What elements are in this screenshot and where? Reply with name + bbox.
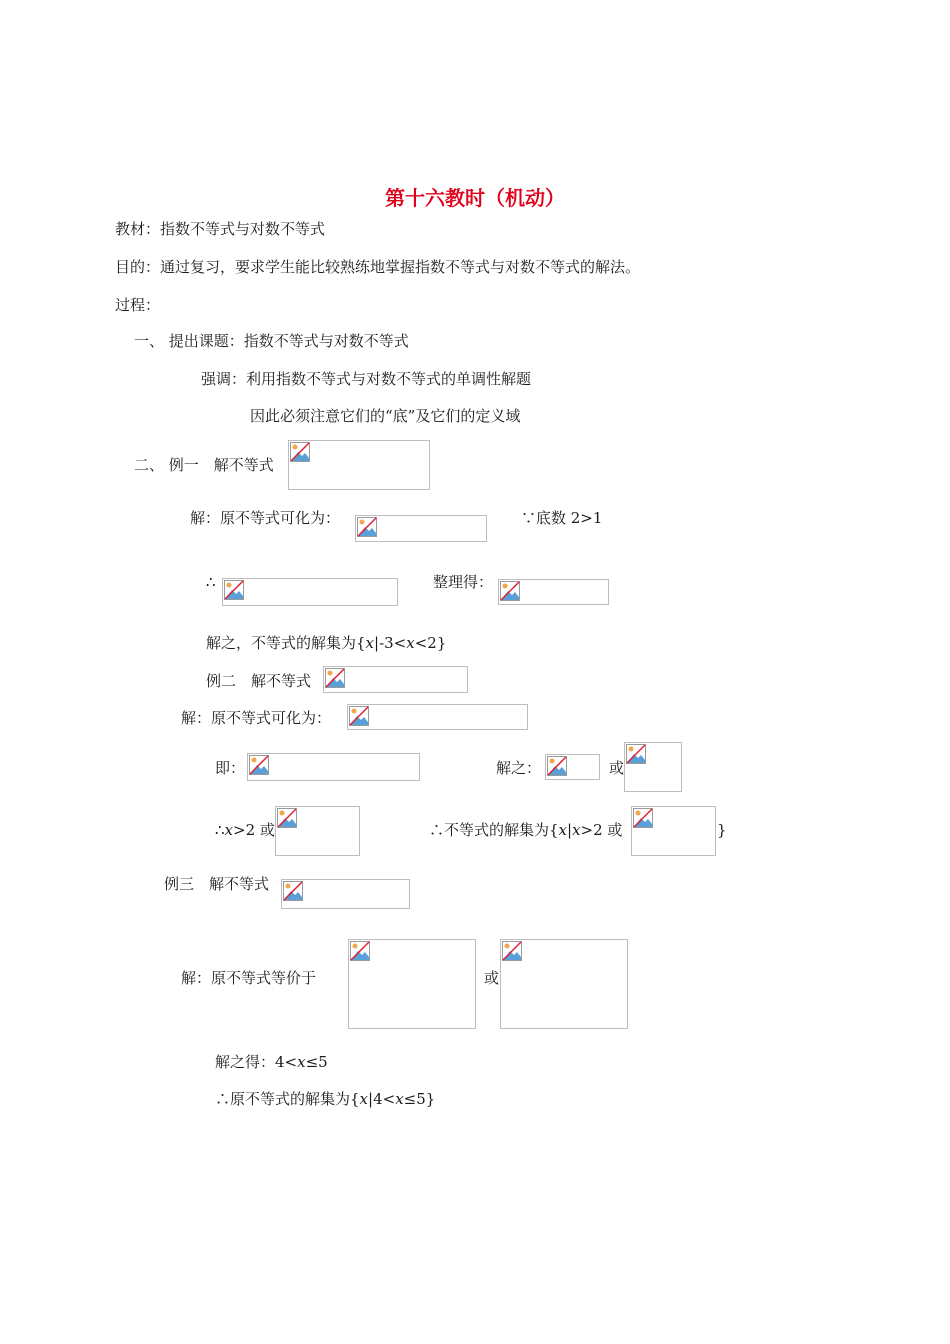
base-condition: ∵底数 2>1 [521, 509, 603, 527]
solve-label: 解之： [496, 759, 542, 777]
broken-image-icon [224, 580, 244, 600]
emphasis-line: 强调：利用指数不等式与对数不等式的单调性解题 [201, 370, 532, 388]
formula-image [323, 666, 468, 693]
formula-image [545, 754, 600, 780]
example-2-solution-intro: 解：原不等式可化为： [181, 709, 332, 727]
example-2-solution-set: ∴不等式的解集为{x|x>2 或 [429, 821, 623, 839]
broken-image-icon [290, 442, 310, 462]
example-2-therefore: ∴x>2 或 [215, 821, 275, 839]
process-heading: 过程： [115, 296, 161, 314]
example-2-heading: 例二 解不等式 [206, 672, 312, 690]
closing-brace: } [717, 821, 727, 839]
example-1-solution-intro: 解：原不等式可化为： [190, 509, 341, 527]
example-3-solution-intro: 解：原不等式等价于 [181, 969, 317, 987]
formula-image [288, 440, 430, 490]
material-line: 教材：指数不等式与对数不等式 [115, 220, 326, 238]
example-3-solution-set: ∴原不等式的解集为{x|4<x≤5} [215, 1090, 436, 1108]
namely-label: 即： [215, 759, 246, 777]
broken-image-icon [349, 706, 369, 726]
example-1-solution-set: 解之，不等式的解集为{x|-3<x<2} [206, 634, 447, 652]
formula-image [498, 579, 609, 605]
broken-image-icon [350, 941, 370, 961]
broken-image-icon [502, 941, 522, 961]
therefore-symbol: ∴ [206, 573, 216, 591]
broken-image-icon [283, 881, 303, 901]
formula-image [355, 515, 487, 542]
broken-image-icon [249, 755, 269, 775]
broken-image-icon [357, 517, 377, 537]
broken-image-icon [500, 581, 520, 601]
formula-image [222, 578, 398, 606]
or-word: 或 [484, 969, 500, 987]
page-title: 第十六教时（机动） [385, 186, 565, 210]
example-3-result: 解之得：4<x≤5 [215, 1053, 328, 1071]
broken-image-icon [325, 668, 345, 688]
simplify-label: 整理得： [433, 573, 494, 591]
formula-image [347, 704, 528, 730]
formula-image [247, 753, 420, 781]
formula-image [275, 806, 360, 856]
broken-image-icon [547, 756, 567, 776]
formula-image [624, 742, 682, 792]
example-3-heading: 例三 解不等式 [164, 875, 270, 893]
note-line: 因此必须注意它们的“底”及它们的定义域 [250, 407, 521, 425]
objective-line: 目的：通过复习，要求学生能比较熟练地掌握指数不等式与对数不等式的解法。 [115, 258, 641, 276]
section-1-heading: 一、 提出课题：指数不等式与对数不等式 [134, 332, 409, 350]
broken-image-icon [633, 808, 653, 828]
or-word: 或 [609, 759, 625, 777]
example-1-heading: 二、 例一 解不等式 [134, 456, 274, 474]
broken-image-icon [277, 808, 297, 828]
broken-image-icon [626, 744, 646, 764]
formula-image [281, 879, 410, 909]
formula-image [631, 806, 716, 856]
formula-image [500, 939, 628, 1029]
formula-image [348, 939, 476, 1029]
